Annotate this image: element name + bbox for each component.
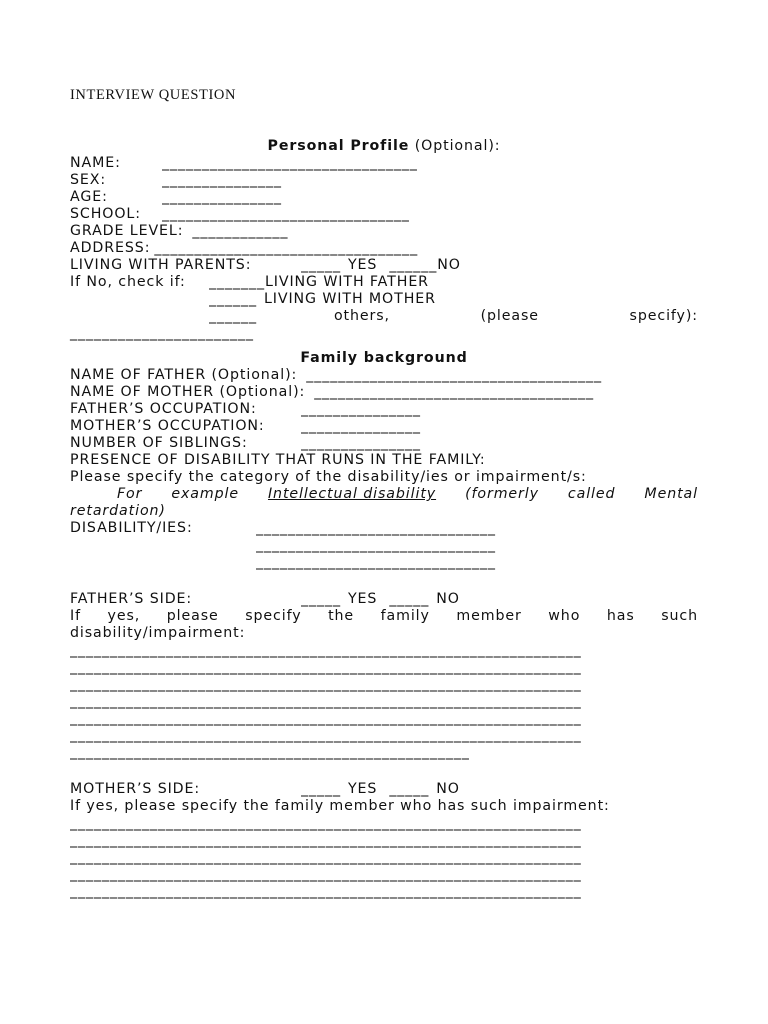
question-word: member bbox=[456, 608, 522, 624]
disability-label: DISABILITY/IES: bbox=[70, 520, 193, 536]
family-background-heading bbox=[70, 350, 698, 367]
father-check-field[interactable]: _______ bbox=[209, 274, 265, 290]
name-field[interactable]: ________________________________ bbox=[162, 155, 418, 171]
living-no-text: NO bbox=[437, 257, 461, 273]
example-line bbox=[70, 486, 698, 503]
fathers-side-answer-line[interactable]: ________________________________________________________________ bbox=[70, 693, 582, 709]
fathers-side-answer-line[interactable]: __________________________________________________ bbox=[70, 744, 470, 760]
mother-check-field[interactable]: ______ bbox=[209, 291, 257, 307]
others-row bbox=[70, 308, 698, 325]
disability-row bbox=[70, 520, 698, 537]
fathers-side-yes-field[interactable]: _____ bbox=[301, 591, 341, 607]
others-word: others, bbox=[333, 308, 390, 324]
question-word: has bbox=[606, 608, 635, 624]
father-occupation-field[interactable]: _______________ bbox=[301, 401, 421, 417]
disability-row bbox=[70, 554, 698, 571]
example-word-mental: Mental bbox=[644, 486, 698, 502]
living-yes-field[interactable]: _____ bbox=[301, 257, 341, 273]
disability-row bbox=[70, 537, 698, 554]
question-word: If bbox=[70, 608, 81, 624]
mother-name-field[interactable]: ___________________________________ bbox=[314, 384, 594, 400]
mother-occupation-field[interactable]: _______________ bbox=[301, 418, 421, 434]
document-title: INTERVIEW QUESTION bbox=[70, 87, 237, 103]
siblings-label: NUMBER OF SIBLINGS: bbox=[70, 435, 248, 451]
address-label: ADDRESS: bbox=[70, 240, 151, 256]
fathers-side-answer-line[interactable]: ________________________________________________________________ bbox=[70, 727, 582, 743]
age-row bbox=[70, 189, 698, 206]
address-field[interactable]: _________________________________ bbox=[154, 240, 419, 256]
presence-of-disability-label: PRESENCE OF DISABILITY THAT RUNS IN THE FAMILY: bbox=[70, 452, 486, 468]
mothers-side-answer-line[interactable]: ________________________________________________________________ bbox=[70, 815, 582, 831]
mother-check-row bbox=[70, 291, 698, 308]
fathers-side-answer-line[interactable]: ________________________________________________________________ bbox=[70, 710, 582, 726]
question-word: family bbox=[380, 608, 430, 624]
specify-word: specify): bbox=[629, 308, 698, 324]
mothers-side-answer-line[interactable]: ________________________________________________________________ bbox=[70, 866, 582, 882]
question-word: yes, bbox=[107, 608, 141, 624]
father-name-field[interactable]: _____________________________________ bbox=[306, 367, 603, 383]
example-word-formerly: (formerly bbox=[465, 486, 539, 502]
age-label: AGE: bbox=[70, 189, 108, 205]
fathers-side-question-line-2: disability/impairment: bbox=[70, 625, 246, 641]
mothers-side-answer-line[interactable]: ________________________________________________________________ bbox=[70, 883, 582, 899]
father-name-label: NAME OF FATHER (Optional): bbox=[70, 367, 298, 383]
mother-name-row bbox=[70, 384, 698, 401]
disability-field[interactable]: ______________________________ bbox=[256, 520, 496, 536]
siblings-field[interactable]: _______________ bbox=[301, 435, 421, 451]
school-field[interactable]: _______________________________ bbox=[162, 206, 410, 222]
mothers-side-yes-field[interactable]: _____ bbox=[301, 781, 341, 797]
mothers-side-label: MOTHER’S SIDE: bbox=[70, 781, 201, 797]
mother-occupation-row bbox=[70, 418, 698, 435]
mother-occupation-label: MOTHER’S OCCUPATION: bbox=[70, 418, 265, 434]
fathers-side-answer-line[interactable]: ________________________________________________________________ bbox=[70, 642, 582, 658]
grade-label: GRADE LEVEL: bbox=[70, 223, 184, 239]
fathers-side-yes-text: YES bbox=[347, 591, 378, 607]
others-text bbox=[257, 308, 698, 325]
mothers-side-yes-text: YES bbox=[347, 781, 378, 797]
name-row bbox=[70, 155, 698, 172]
question-word: please bbox=[166, 608, 219, 624]
others-check-field[interactable]: ______ bbox=[209, 308, 257, 324]
sex-row bbox=[70, 172, 698, 189]
mothers-side-answer-line[interactable]: ________________________________________________________________ bbox=[70, 832, 582, 848]
question-word: specify bbox=[245, 608, 302, 624]
example-word-called: called bbox=[567, 486, 616, 502]
sex-field[interactable]: _______________ bbox=[162, 172, 282, 188]
living-with-father-text: LIVING WITH FATHER bbox=[264, 274, 429, 290]
question-word: such bbox=[661, 608, 698, 624]
if-no-row bbox=[70, 274, 698, 291]
age-field[interactable]: _______________ bbox=[162, 189, 282, 205]
specify-category-text: Please specify the category of the disability/ies or impairment/s: bbox=[70, 469, 587, 485]
siblings-row bbox=[70, 435, 698, 452]
father-occupation-label: FATHER’S OCCUPATION: bbox=[70, 401, 257, 417]
family-background-heading-text: Family background bbox=[300, 350, 468, 366]
please-word: (please bbox=[480, 308, 539, 324]
school-label: SCHOOL: bbox=[70, 206, 141, 222]
mothers-side-answer-line[interactable]: ________________________________________________________________ bbox=[70, 849, 582, 865]
personal-profile-heading-rest: (Optional): bbox=[409, 138, 501, 154]
others-specify-field[interactable]: _______________________ bbox=[70, 325, 254, 341]
living-with-mother-text: LIVING WITH MOTHER bbox=[263, 291, 436, 307]
mothers-side-question: If yes, please specify the family member who has such impairment: bbox=[70, 798, 610, 814]
living-yes-text: YES bbox=[347, 257, 378, 273]
name-label: NAME: bbox=[70, 155, 121, 171]
fathers-side-no-field[interactable]: _____ bbox=[389, 591, 430, 607]
mothers-side-no-text: NO bbox=[436, 781, 460, 797]
sex-label: SEX: bbox=[70, 172, 107, 188]
fathers-side-question bbox=[70, 608, 698, 625]
school-row bbox=[70, 206, 698, 223]
fathers-side-answer-line[interactable]: ________________________________________________________________ bbox=[70, 676, 582, 692]
if-no-label: If No, check if: bbox=[70, 274, 186, 290]
intellectual-disability-text: Intellectual disability bbox=[267, 486, 437, 502]
mother-name-label: NAME OF MOTHER (Optional): bbox=[70, 384, 306, 400]
mothers-side-row bbox=[70, 781, 698, 798]
fathers-side-label: FATHER’S SIDE: bbox=[70, 591, 193, 607]
document-page bbox=[70, 87, 698, 900]
fathers-side-row bbox=[70, 591, 698, 608]
example-word-example: example bbox=[171, 486, 239, 502]
father-occupation-row bbox=[70, 401, 698, 418]
example-line-2: retardation) bbox=[70, 503, 166, 519]
mothers-side-no-field[interactable]: _____ bbox=[389, 781, 430, 797]
living-label: LIVING WITH PARENTS: bbox=[70, 257, 252, 273]
fathers-side-no-text: NO bbox=[436, 591, 460, 607]
question-word: who bbox=[548, 608, 581, 624]
address-row bbox=[70, 240, 698, 257]
disability-field[interactable]: ______________________________ bbox=[256, 537, 496, 553]
example-word-for: For bbox=[117, 486, 143, 502]
fathers-side-answer-line[interactable]: ________________________________________________________________ bbox=[70, 659, 582, 675]
personal-profile-heading bbox=[70, 138, 698, 155]
living-no-field[interactable]: ______ bbox=[389, 257, 438, 273]
grade-row bbox=[70, 223, 698, 240]
question-word: the bbox=[328, 608, 355, 624]
living-with-parents-row bbox=[70, 257, 698, 274]
father-name-row bbox=[70, 367, 698, 384]
personal-profile-heading-bold: Personal Profile bbox=[267, 138, 410, 154]
grade-field[interactable]: ____________ bbox=[192, 223, 289, 239]
disability-field[interactable]: ______________________________ bbox=[256, 554, 496, 570]
